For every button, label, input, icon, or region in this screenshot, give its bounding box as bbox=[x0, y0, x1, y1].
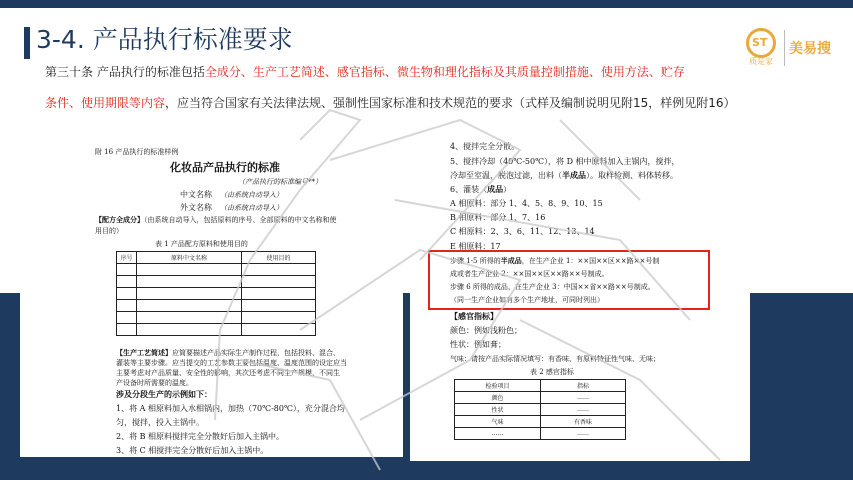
box-line-1-text: 步骤 1-5 所得的 bbox=[450, 257, 501, 265]
process-text-2: 灌装等主要步骤。应当提交的工艺参数主要包括温度、温度范围的设定应当 bbox=[116, 359, 347, 367]
table-cell: 性状 bbox=[455, 404, 541, 416]
step-1-line-a: 1、将 A 相原料加入水相锅内，加热（70℃-80℃），充分混合均 bbox=[116, 404, 345, 413]
phase-a-line: A 相原料：部分 1、4、5、8、9、10、15 bbox=[450, 199, 603, 208]
table-cell: 颜色 bbox=[455, 392, 541, 404]
th-ingredient: 原料中文名称 bbox=[137, 252, 242, 264]
example-heading: 涉及分段生产的示例如下： bbox=[116, 389, 212, 399]
table-row bbox=[117, 288, 316, 300]
right-line-4: 4、搅拌完全分散。 bbox=[450, 142, 520, 151]
formula-line-1 bbox=[95, 215, 337, 225]
cn-name-hint: （由系统自动导入） bbox=[220, 191, 283, 199]
highlight-red-box bbox=[428, 250, 710, 310]
semi-product-term: 半成品 bbox=[562, 170, 586, 180]
state-line: 性状：例如膏； bbox=[450, 340, 506, 349]
table-cell: …… bbox=[541, 404, 626, 416]
product-term: 成品 bbox=[487, 184, 504, 194]
article-line-1 bbox=[45, 64, 685, 80]
right-line-5b bbox=[450, 170, 678, 181]
article-line-2-highlight: 条件、使用期限等内容 bbox=[45, 96, 166, 110]
table-row bbox=[455, 404, 626, 416]
table1-caption: 表 1 产品配方原料和使用目的 bbox=[155, 240, 248, 248]
right-line-5b-tail: ）。取样检测、料体转移。 bbox=[586, 171, 678, 180]
phase-e-line: E 相原料：17 bbox=[450, 242, 501, 251]
table-header-row bbox=[455, 380, 626, 392]
right-line-6 bbox=[450, 184, 511, 195]
logo-separator bbox=[784, 30, 785, 66]
table-cell: 气味 bbox=[455, 416, 541, 428]
table-cell: …… bbox=[455, 428, 541, 440]
step-1-line-b: 匀，搅拌，投入主锅中。 bbox=[116, 418, 204, 427]
right-line-5: 5、搅拌冷却（40℃-50℃），将 D 相中原料加入主锅内，搅拌， bbox=[450, 157, 680, 166]
step-2-line: 2、将 B 相原料搅拌完全分散好后加入主锅中。 bbox=[116, 432, 285, 441]
formula-note-2: 用目的） bbox=[95, 227, 123, 235]
box-semi-product: 半成品 bbox=[500, 256, 522, 265]
article-line-1-highlight: 全成分、生产工艺简述、感官指标、微生物和理化指标及其质量控制措施、使用方法、贮存 bbox=[204, 65, 685, 79]
en-name-hint: （由系统自动导入） bbox=[220, 204, 283, 212]
table-cell: …… bbox=[541, 428, 626, 440]
phase-c-line: C 相原料：2、3、6、11、12、13、14 bbox=[450, 227, 595, 236]
doc-subtitle: （产品执行的标准编号**） bbox=[238, 178, 322, 186]
left-document-page bbox=[20, 125, 403, 457]
step-3-line: 3、将 C 相搅拌完全分散好后加入主锅中。 bbox=[116, 446, 269, 455]
st-logo-mark: ST bbox=[752, 36, 768, 49]
en-name-label: 外文名称 bbox=[180, 203, 212, 212]
meiyisou-logo: 美易搜 bbox=[789, 41, 831, 57]
color-line: 颜色：例如浅粉色； bbox=[450, 326, 522, 335]
right-line-5b-text: 冷却至室温，脱泡过滤，出料（ bbox=[450, 171, 562, 180]
article-line-2 bbox=[45, 95, 736, 111]
box-line-2: 成或者生产企业 2：××国××区××路××号制成。 bbox=[450, 270, 609, 278]
table-row bbox=[117, 324, 316, 336]
cn-name-label: 中文名称 bbox=[180, 190, 212, 199]
table-row bbox=[455, 392, 626, 404]
slide-title: 3-4. 产品执行标准要求 bbox=[36, 25, 293, 54]
th-purpose: 使用目的 bbox=[242, 252, 316, 264]
appendix-label: 附 16 产品执行的标准样例 bbox=[95, 148, 179, 156]
process-text-4: 产设备时所需要的温度。 bbox=[116, 379, 193, 387]
phase-b-line: B 相原料：部分 1、7、16 bbox=[450, 213, 546, 222]
doc-main-title: 化妆品产品执行的标准 bbox=[170, 161, 280, 174]
article-line-1-text: 第三十条 产品执行的标准包括 bbox=[45, 65, 205, 79]
process-label: 【生产工艺简述】 bbox=[116, 348, 172, 357]
st-logo bbox=[746, 28, 776, 58]
process-line-1 bbox=[116, 348, 340, 358]
sensory-label: 【感官指标】 bbox=[450, 311, 498, 321]
box-line-1-tail: ，在生产企业 1：××国××区××路××号制 bbox=[521, 257, 660, 265]
th-indicator: 指标 bbox=[541, 380, 626, 392]
article-line-2-text: ，应当符合国家有关法律法规、强制性国家标准和技术规范的要求（式样及编制说明见附15，样例见附16） bbox=[165, 96, 736, 110]
process-text-3: 主要考虑对产品质量、安全性的影响，其次还考虑不同生产规模，不同生 bbox=[116, 369, 340, 377]
table-header-row bbox=[117, 252, 316, 264]
title-accent-bar bbox=[24, 27, 30, 59]
formula-table bbox=[116, 251, 316, 336]
table2-caption: 表 2 感官指标 bbox=[530, 368, 574, 376]
top-frame-bar bbox=[0, 0, 853, 8]
table-row bbox=[117, 264, 316, 276]
formula-note-1: （由系统自动导入，包括原料的序号、全部原料的中文名称和使 bbox=[144, 216, 337, 224]
th-seq: 序号 bbox=[117, 252, 137, 264]
box-line-4: （同一生产企业如有多个生产地址，可同时列出） bbox=[450, 296, 604, 304]
th-test-item: 检验项目 bbox=[455, 380, 541, 392]
table-row bbox=[117, 312, 316, 324]
zhishijia-logo-text: 质是家 bbox=[749, 57, 773, 66]
table-row bbox=[455, 416, 626, 428]
table-cell: 有香味 bbox=[541, 416, 626, 428]
process-text-1: 应简要描述产品实际生产制作过程，包括投料、混合、 bbox=[172, 349, 340, 357]
sensory-table bbox=[454, 379, 626, 440]
table-row bbox=[117, 276, 316, 288]
table-row bbox=[117, 300, 316, 312]
right-line-6-tail: ） bbox=[503, 185, 512, 194]
odor-line: 气味：请按产品实际情况填写：有香味、有原料特征性气味、无味； bbox=[450, 355, 660, 363]
formula-label: 【配方全成分】 bbox=[95, 215, 144, 224]
table-row bbox=[455, 428, 626, 440]
right-line-6-text: 6、灌装（ bbox=[450, 185, 488, 194]
box-line-3: 步骤 6 所得的成品，在生产企业 3：中国××省××路××号制成。 bbox=[450, 283, 655, 291]
table-cell: …… bbox=[541, 392, 626, 404]
